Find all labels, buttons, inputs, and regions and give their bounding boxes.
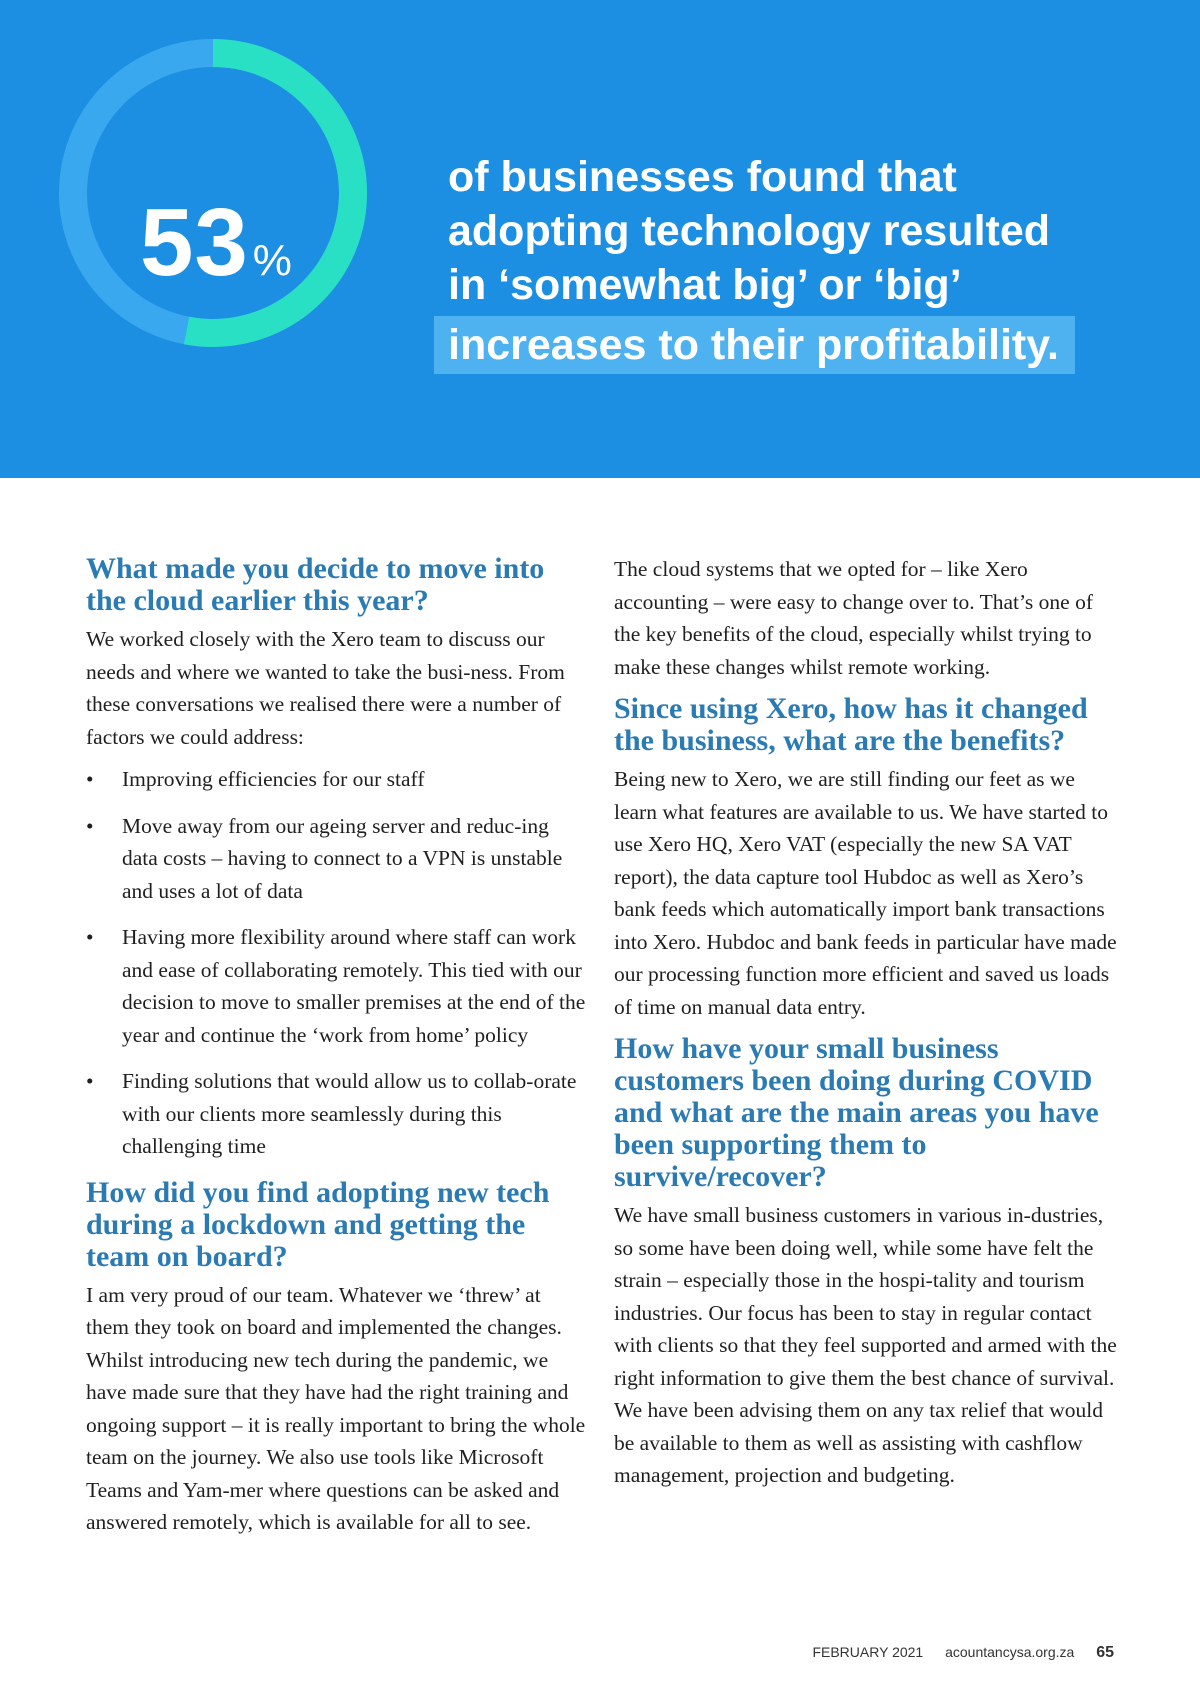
bullet-icon: •	[86, 767, 94, 791]
question-heading: What made you decide to move into the cloud earlier this year?	[86, 552, 545, 617]
left-column	[86, 553, 586, 1539]
headline-line: in ‘somewhat big’ or ‘big’	[448, 261, 962, 309]
question-heading: How have your small business customers been doing during COVID and what are the main areas you have been supporting them to survive/recover?	[614, 1032, 1099, 1193]
list-item-text: Finding solutions that would allow us to collab-orate with our clients more seamlessly during this challenging time	[122, 1069, 577, 1158]
footer-website[interactable]: acountancysa.org.za	[945, 1644, 1075, 1660]
footer-issue: FEBRUARY 2021	[812, 1644, 924, 1660]
answer-paragraph: We have small business customers in various in-dustries, so some have been doing well, while some have felt the strain – especially those in the hospi-tality and tourism industries. Our focus has been to stay in regular contact with clients so that they feel supported and armed with the right information to give them the best chance of survival. We have been advising them on any tax relief that would be available to them as well as assisting with cashflow management, projection and budgeting.	[614, 1203, 1117, 1487]
bullet-icon: •	[86, 925, 94, 949]
answer-paragraph: We worked closely with the Xero team to discuss our needs and where we wanted to take the busi-ness. From these conversations we realised there were a number of factors we could address:	[86, 627, 565, 749]
list-item	[86, 1065, 586, 1163]
page-footer	[794, 1644, 1114, 1662]
right-column	[614, 553, 1120, 1492]
list-item-text: Move away from our ageing server and reduc-ing data costs – having to connect to a VPN is unstable and uses a lot of data	[122, 813, 563, 903]
headline-line: of businesses found that	[448, 153, 957, 201]
list-item-text: Having more flexibility around where staff can work and ease of collaborating remotely. This tied with our decision to move to smaller premises at the end of the year and continue the ‘work from home’ policy	[122, 925, 586, 1047]
stat-figure	[140, 189, 292, 296]
stat-number: 53	[140, 189, 249, 296]
list-item	[86, 810, 586, 908]
headline-highlighted-line: increases to their profitability.	[434, 316, 1075, 374]
bullet-icon: •	[86, 1069, 94, 1093]
question-heading: How did you find adopting new tech during a lockdown and getting the team on board?	[86, 1175, 550, 1273]
page-number: 65	[1096, 1644, 1114, 1661]
factor-list	[86, 763, 586, 1163]
list-item	[86, 763, 586, 796]
answer-paragraph: I am very proud of our team. Whatever we ‘threw’ at them they took on board and implemented the changes. Whilst introducing new tech during the pandemic, we have made sure that they have had the right training and ongoing support – it is really important to bring the whole team on the journey. We also use tools like Microsoft Teams and Yam-mer where questions can be asked and answered remotely, which is available for all to see.	[86, 1282, 586, 1534]
stat-unit: %	[252, 236, 292, 285]
stat-headline	[448, 150, 1168, 374]
list-item	[86, 921, 586, 1051]
answer-paragraph: Being new to Xero, we are still finding our feet as we learn what features are available to us. We have started to use Xero HQ, Xero VAT (especially the new SA VAT report), the data capture tool Hubdoc as well as Xero’s bank feeds which automatically import bank transactions into Xero. Hubdoc and bank feeds in particular have made our processing function more efficient and saved us loads of time on manual data entry.	[614, 767, 1117, 1019]
continuation-paragraph: The cloud systems that we opted for – like Xero accounting – were easy to change over to. That’s one of the key benefits of the cloud, especially whilst trying to make these changes whilst remote working.	[614, 557, 1094, 679]
bullet-icon: •	[86, 813, 94, 838]
headline-line: adopting technology resulted	[448, 207, 1051, 255]
list-item-text: Improving efficiencies for our staff	[122, 767, 425, 791]
question-heading: Since using Xero, how has it changed the business, what are the benefits?	[614, 692, 1088, 757]
stat-banner	[0, 0, 1200, 478]
